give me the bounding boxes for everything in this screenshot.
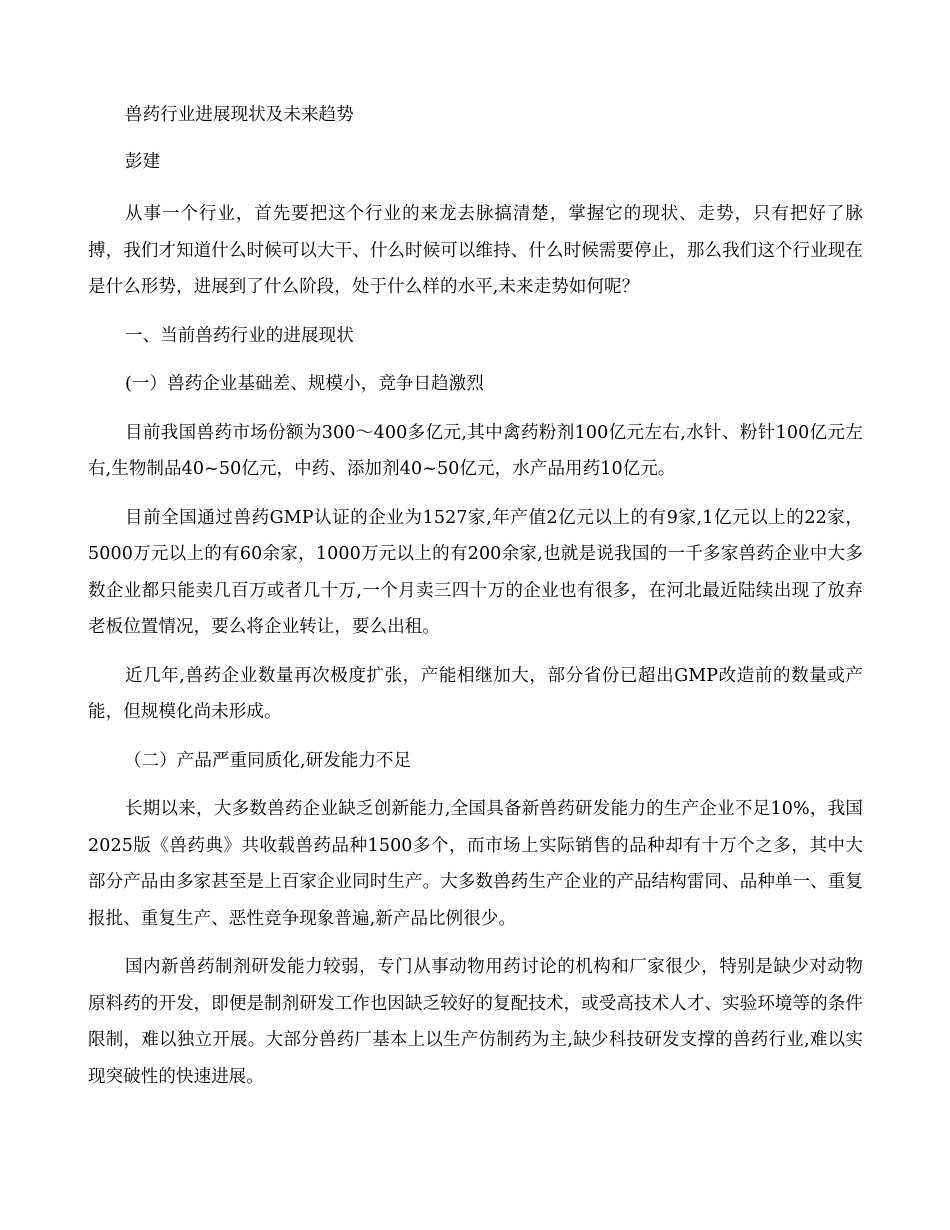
expansion-paragraph: 近几年,兽药企业数量再次极度扩张，产能相继加大，部分省份已超出GMP改造前的数量或产能，但规模化尚未形成。 — [88, 665, 863, 722]
subsection-heading-1: (一）兽药企业基础差、规模小，竞争日趋激烈 — [125, 374, 484, 394]
rd-capability-paragraph: 国内新兽药制剂研发能力较弱，专门从事动物用药讨论的机构和厂家很少，特别是缺少对动物原料药的开发，即便是制剂研发工作也因缺乏较好的复配技术，或受高技术人才、实验环境等的条件限制，难以独立开展。大部分兽药厂基本上以生产仿制药为主,缺少科技研发支撑的兽药行业,难以实现突破性的快速进展。 — [88, 957, 863, 1087]
section-heading-1: 一、当前兽药行业的进展现状 — [125, 325, 354, 346]
document-title: 兽药行业进展现状及未来趋势 — [125, 105, 354, 125]
homogenization-paragraph: 长期以来，大多数兽药企业缺乏创新能力,全国具备新兽药研发能力的生产企业不足10%，我国2025版《兽药典》共收载兽药品种1500多个，而市场上实际销售的品种却有十万个之多，其中大部分产品由多家甚至是上百家企业同时生产。大多数兽药生产企业的产品结构雷同、品种单一、重复报批、重复生产、恶性竞争现象普遍,新产品比例很少。 — [88, 799, 863, 929]
gmp-enterprise-paragraph: 目前全国通过兽药GMP认证的企业为1527家,年产值2亿元以上的有9家,1亿元以上的22家，5000万元以上的有60余家，1000万元以上的有200余家,也就是说我国的一千多家兽药企业中大多数企业都只能卖几百万或者几十万,一个月卖三四十万的企业也有很多，在河北最近陆续出现了放弃老板位置情况，要么将企业转让，要么出租。 — [88, 507, 863, 637]
intro-paragraph: 从事一个行业，首先要把这个行业的来龙去脉搞清楚，掌握它的现状、走势，只有把好了脉搏，我们才知道什么时候可以大干、什么时候可以维持、什么时候需要停止，那么我们这个行业现在是什么形势，进展到了什么阶段，处于什么样的水平,未来走势如何呢？ — [88, 204, 863, 297]
market-share-paragraph: 目前我国兽药市场份额为300～400多亿元,其中禽药粉剂100亿元左右,水针、粉针100亿元左右,生物制品40~50亿元，中药、添加剂40~50亿元，水产品用药10亿元。 — [88, 422, 863, 479]
document-body — [88, 97, 863, 1095]
subsection-heading-2: （二）产品严重同质化,研发能力不足 — [124, 750, 412, 771]
document-author: 彭建 — [125, 151, 161, 172]
